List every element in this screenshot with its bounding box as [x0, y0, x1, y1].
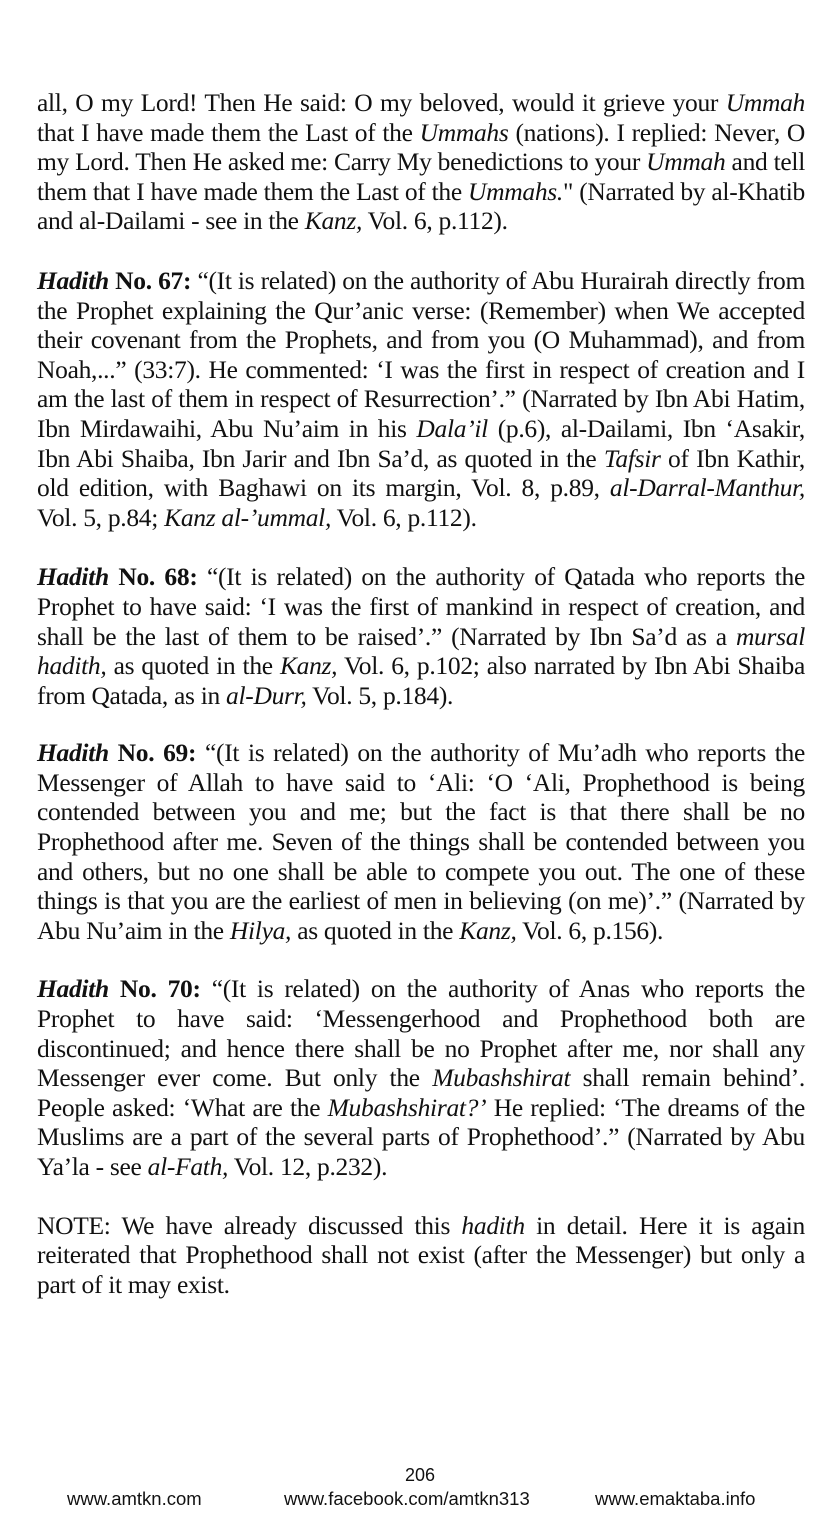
- italic-term: hadith: [461, 1210, 525, 1240]
- text-run: (nations). I replied: Never, O my Lord. Then He asked me: Carry My benedictions to your: [37, 117, 806, 177]
- italic-term: Ummahs: [419, 117, 509, 147]
- italic-term: Ummah: [725, 88, 805, 117]
- paragraph-continuation: [37, 88, 805, 236]
- italic-term: mursal hadith,: [37, 621, 805, 681]
- hadith-68: [37, 562, 805, 710]
- footer-link-amtkn[interactable]: www.amtkn.com: [67, 1488, 202, 1509]
- text-run: all, O my Lord! Then He said: O my beloved, would it grieve your: [37, 88, 726, 117]
- text-run: (p.6), al-Dailami, Ibn ‘Asakir, Ibn Abi Shaiba, Ibn Jarir and Ibn Sa’d, as quoted in the: [37, 413, 805, 473]
- hadith-label-word: Hadith: [37, 974, 109, 1004]
- text-run: Vol. 12, p.232).: [228, 1152, 388, 1181]
- italic-term: al-Fath,: [147, 1152, 229, 1181]
- italic-term: Hilya,: [229, 915, 292, 945]
- hadith-69: [37, 738, 805, 945]
- text-run: in detail. Here it is again reiterated that Prophethood shall not exist (after the Messenger) but only a part of it may exist.: [37, 1210, 805, 1299]
- text-run: Vol. 6, p.156).: [516, 915, 664, 945]
- text-run: Vol. 6, p.102; also narrated by Ibn Abi Shaiba from Qatada, as in: [37, 651, 805, 710]
- hadith-70: [37, 974, 805, 1181]
- hadith-67: [37, 266, 805, 532]
- text-run: shall remain behind’. People asked: ‘What are the: [37, 1063, 805, 1122]
- footer-link-emaktaba[interactable]: www.emaktaba.info: [595, 1488, 756, 1509]
- text-run: Vol. 5, p.84;: [37, 502, 165, 532]
- text-run: " (Narrated by al-Khatib and al-Dailami - see in the: [37, 176, 805, 236]
- italic-term: Kanz al-’ummal,: [164, 502, 332, 532]
- hadith-label-number: No. 67:: [108, 265, 192, 295]
- text-run: Vol. 6, p.112).: [362, 206, 508, 236]
- text-run: as quoted in the: [106, 651, 280, 681]
- hadith-label: [37, 738, 196, 767]
- hadith-label: [37, 974, 201, 1003]
- italic-term: Kanz,: [459, 915, 517, 945]
- text-run: He replied: ‘The dreams of the Muslims are a part of the several parts of Prophethood’.” (Narrated by Abu Ya’la - see: [37, 1092, 805, 1181]
- text-run: “(It is related) on the authority of Anas who reports the Prophet to have said: ‘Messengerhood and Prophethood both are discontinued; and hence there shall be no Prophet after me, nor shall any Messenger ever come. But only the: [37, 974, 805, 1093]
- italic-term: al-Darral-Manthur,: [609, 473, 805, 503]
- italic-term: Tafsir: [603, 443, 661, 473]
- text-run: Vol. 6, p.112).: [331, 502, 477, 532]
- italic-term: Kanz,: [279, 651, 338, 681]
- footer-link-facebook[interactable]: www.facebook.com/amtkn313: [284, 1488, 530, 1509]
- italic-term: Kanz,: [304, 206, 363, 236]
- text-run: “(It is related) on the authority of Qatada who reports the Prophet to have said: ‘I was the first of mankind in respect of creation, and shall be the last of them to be raised’.” (Narrated by Ibn Sa’d as a: [37, 562, 805, 651]
- italic-term: Mubashshirat: [432, 1063, 571, 1093]
- hadith-label: [37, 266, 191, 295]
- hadith-label: [37, 562, 198, 591]
- italic-term: Ummahs.: [468, 176, 563, 206]
- italic-term: al-Durr,: [226, 680, 307, 710]
- text-run: of Ibn Kathir, old edition, with Baghawi on its margin, Vol. 8, p.89,: [37, 443, 806, 503]
- note-paragraph: [37, 1211, 805, 1300]
- italic-term: Mubashshirat?’: [327, 1092, 487, 1122]
- page-body: [37, 88, 805, 1329]
- text-run: that I have made them the Last of the: [37, 117, 420, 147]
- text-run: as quoted in the: [291, 915, 460, 945]
- hadith-label-word: Hadith: [37, 562, 109, 592]
- hadith-label-word: Hadith: [37, 738, 109, 768]
- hadith-label-number: No. 68:: [108, 562, 198, 592]
- hadith-label-word: Hadith: [37, 265, 109, 295]
- page-number: 206: [404, 1465, 436, 1485]
- hadith-label-number: No. 69:: [108, 738, 197, 768]
- italic-term: Ummah: [646, 147, 726, 177]
- italic-term: Dala’il: [416, 413, 488, 443]
- hadith-label-number: No. 70:: [108, 974, 201, 1004]
- text-run: “(It is related) on the authority of Abu Hurairah directly from the Prophet explaining the Qur’anic verse: (Remember) when We accepted their covenant from the Prophets, and from you (O Muhammad), and from Noah,...” (33:7). He commented: ‘I was the first in respect of creation and I am the last of them in respect of Resurrection’.” (Narrated by Ibn Abi Hatim, Ibn Mirdawaihi, Abu Nu’aim in his: [37, 265, 806, 443]
- text-run: Vol. 5, p.184).: [306, 680, 454, 710]
- text-run: and tell them that I have made them the Last of the: [37, 147, 805, 206]
- text-run: “(It is related) on the authority of Mu’adh who reports the Messenger of Allah to have said to ‘Ali: ‘O ‘Ali, Prophethood is being contended between you and me; but the fact is that there shall be no Prophethood after me. Seven of the things shall be contended between you and others, but no one shall be able to compete you out. The one of these things is that you are the earliest of men in believing (on me)’.” (Narrated by Abu Nu’aim in the: [37, 738, 805, 945]
- text-run: NOTE: We have already discussed this: [37, 1210, 462, 1240]
